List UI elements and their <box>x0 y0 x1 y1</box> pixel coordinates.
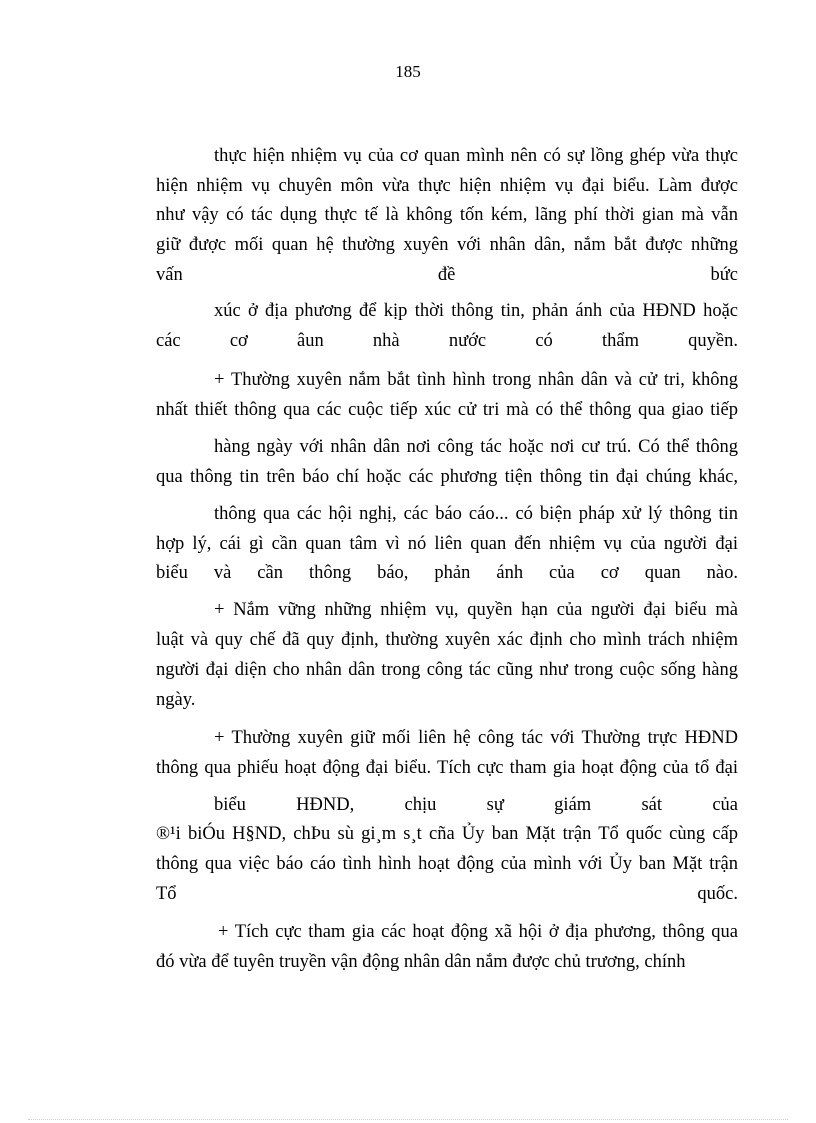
text-line: thông qua các hội nghị, các báo cáo... có biện pháp xử lý thông tin <box>214 504 738 524</box>
text-line: hiện nhiệm vụ chuyên môn vừa thực hiện nhiệm vụ đại biểu. Làm được <box>156 176 738 196</box>
text-line: Tổ quốc. <box>156 884 738 904</box>
text-line: luật và quy chế đã quy định, thường xuyên xác định cho mình trách nhiệm <box>156 630 738 650</box>
page-bottom-rule <box>28 1119 788 1120</box>
text-line: + Nắm vững những nhiệm vụ, quyền hạn của người đại biểu mà <box>214 600 738 620</box>
text-line: thông qua việc báo cáo tình hình hoạt động của mình với Ủy ban Mặt trận <box>156 854 738 874</box>
text-line: ®¹i biÓu H§ND, chÞu sù gi¸m s¸t cña Ủy ban Mặt trận Tổ quốc cùng cấp <box>156 824 738 844</box>
text-line: hợp lý, cái gì cần quan tâm vì nó liên quan đến nhiệm vụ của người đại <box>156 534 738 554</box>
text-line: + Tích cực tham gia các hoạt động xã hội ở địa phương, thông qua <box>218 922 738 942</box>
text-line: qua thông tin trên báo chí hoặc các phương tiện thông tin đại chúng khác, <box>156 467 738 487</box>
text-line: ngày. <box>156 690 196 710</box>
text-line: + Thường xuyên nắm bắt tình hình trong nhân dân và cử tri, không <box>214 370 738 390</box>
text-line: hàng ngày với nhân dân nơi công tác hoặc nơi cư trú. Có thể thông <box>214 437 738 457</box>
text-line: đó vừa để tuyên truyền vận động nhân dân nắm được chủ trương, chính <box>156 952 686 972</box>
text-line: xúc ở địa phương để kịp thời thông tin, phản ánh của HĐND hoặc <box>214 301 738 321</box>
text-line: giữ được mối quan hệ thường xuyên với nhân dân, nắm bắt được những <box>156 235 738 255</box>
text-line: + Thường xuyên giữ mối liên hệ công tác với Thường trực HĐND <box>214 728 738 748</box>
page-number: 185 <box>395 62 421 81</box>
text-line: nhất thiết thông qua các cuộc tiếp xúc cử tri mà có thể thông qua giao tiếp <box>156 400 738 420</box>
text-line: thực hiện nhiệm vụ của cơ quan mình nên có sự lồng ghép vừa thực <box>214 146 738 166</box>
text-line: người đại diện cho nhân dân trong công tác cũng như trong cuộc sống hàng <box>156 660 738 680</box>
text-line: thông qua phiếu hoạt động đại biểu. Tích cực tham gia hoạt động của tổ đại <box>156 758 738 778</box>
text-line: các cơ âun nhà nước có thẩm quyền. <box>156 331 738 351</box>
text-line: vấn đề bức <box>156 265 738 285</box>
text-line: như vậy có tác dụng thực tế là không tốn kém, lãng phí thời gian mà vẫn <box>156 205 738 225</box>
text-line: biểu và cần thông báo, phản ánh của cơ quan nào. <box>156 563 738 583</box>
text-line: biểu HĐND, chịu sự giám sát của <box>214 795 738 815</box>
